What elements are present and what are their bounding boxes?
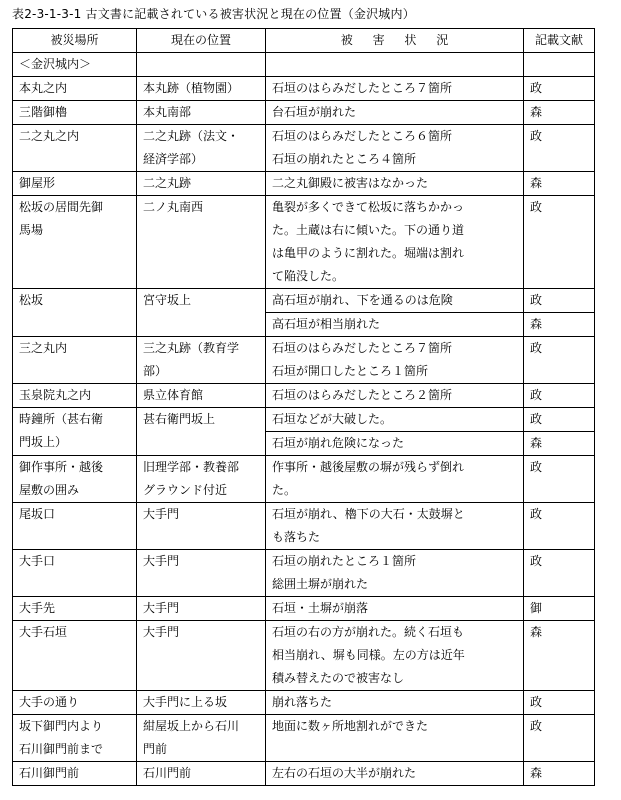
place-cell: 大手先 [13, 597, 137, 621]
place-cell: 御作事所・越後 屋敷の囲み [13, 456, 137, 503]
location-cell: 石川門前 [137, 762, 266, 786]
table-row [13, 550, 595, 597]
header-damage: 被 害 状 況 [266, 29, 524, 53]
damage-cell: 石垣のはらみだしたところ７箇所 石垣が開口したところ１箇所 [266, 337, 524, 384]
place-cell: 大手の通り [13, 691, 137, 715]
damage-cell: 石垣のはらみだしたところ２箇所 [266, 384, 524, 408]
table-row [13, 172, 595, 196]
source-cell: 御 [524, 597, 595, 621]
place-cell: 御屋形 [13, 172, 137, 196]
source-cell: 森 [524, 762, 595, 786]
place-cell: 石川御門前 [13, 762, 137, 786]
location-cell: 二之丸跡 [137, 172, 266, 196]
location-cell: 大手門 [137, 597, 266, 621]
empty-cell [266, 53, 524, 77]
damage-cell: 石垣のはらみだしたところ７箇所 [266, 77, 524, 101]
source-cell: 政 [524, 408, 595, 432]
location-cell: 紺屋坂上から石川 門前 [137, 715, 266, 762]
table-row [13, 101, 595, 125]
empty-cell [137, 53, 266, 77]
source-cell: 政 [524, 289, 595, 313]
damage-cell: 石垣が崩れ、櫓下の大石・太鼓塀と も落ちた [266, 503, 524, 550]
table-row [13, 289, 595, 313]
header-location: 現在の位置 [137, 29, 266, 53]
place-cell: 松坂の居間先御 馬場 [13, 196, 137, 289]
table-row [13, 77, 595, 101]
location-cell: 本丸跡（植物園） [137, 77, 266, 101]
table-row [13, 762, 595, 786]
table-body [13, 53, 595, 786]
damage-cell: 台石垣が崩れた [266, 101, 524, 125]
location-cell: 県立体育館 [137, 384, 266, 408]
damage-cell: 石垣が崩れ危険になった [266, 432, 524, 456]
table-row [13, 337, 595, 384]
table-row [13, 125, 595, 172]
location-cell: 大手門に上る坂 [137, 691, 266, 715]
location-cell: 三之丸跡（教育学 部） [137, 337, 266, 384]
damage-cell: 左右の石垣の大半が崩れた [266, 762, 524, 786]
damage-table [12, 28, 595, 786]
location-cell: 宮守坂上 [137, 289, 266, 337]
source-cell: 森 [524, 621, 595, 691]
source-cell: 政 [524, 337, 595, 384]
location-cell: 二ノ丸南西 [137, 196, 266, 289]
source-cell: 政 [524, 77, 595, 101]
location-cell: 大手門 [137, 503, 266, 550]
header-source: 記載文献 [524, 29, 595, 53]
source-cell: 政 [524, 456, 595, 503]
section-row [13, 53, 595, 77]
source-cell: 政 [524, 550, 595, 597]
place-cell: 三之丸内 [13, 337, 137, 384]
source-cell: 政 [524, 715, 595, 762]
damage-cell: 石垣の右の方が崩れた。続く石垣も 相当崩れ、塀も同様。左の方は近年 積み替えたので被害なし [266, 621, 524, 691]
source-cell: 政 [524, 503, 595, 550]
damage-cell: 崩れ落ちた [266, 691, 524, 715]
damage-cell: 石垣などが大破した。 [266, 408, 524, 432]
table-row [13, 691, 595, 715]
header-row [13, 29, 595, 53]
place-cell: 松坂 [13, 289, 137, 337]
table-row [13, 408, 595, 432]
source-cell: 森 [524, 172, 595, 196]
table-row [13, 597, 595, 621]
location-cell: 甚右衛門坂上 [137, 408, 266, 456]
place-cell: 坂下御門内より 石川御門前まで [13, 715, 137, 762]
place-cell: 時鐘所（甚右衛 門坂上） [13, 408, 137, 456]
place-cell: 尾坂口 [13, 503, 137, 550]
location-cell: 大手門 [137, 550, 266, 597]
place-cell: 本丸之内 [13, 77, 137, 101]
damage-cell: 石垣・土塀が崩落 [266, 597, 524, 621]
table-row [13, 456, 595, 503]
damage-cell: 亀裂が多くできて松坂に落ちかかっ た。土蔵は右に傾いた。下の通り道 は亀甲のように割れた。堀端は割れ て陥没した。 [266, 196, 524, 289]
place-cell: 玉泉院丸之内 [13, 384, 137, 408]
place-cell: 三階御櫓 [13, 101, 137, 125]
table-row [13, 384, 595, 408]
source-cell: 森 [524, 101, 595, 125]
source-cell: 政 [524, 384, 595, 408]
place-cell: 二之丸之内 [13, 125, 137, 172]
empty-cell [524, 53, 595, 77]
source-cell: 森 [524, 432, 595, 456]
location-cell: 本丸南部 [137, 101, 266, 125]
table-row [13, 196, 595, 289]
damage-cell: 高石垣が相当崩れた [266, 313, 524, 337]
source-cell: 政 [524, 125, 595, 172]
damage-cell: 地面に数ヶ所地割れができた [266, 715, 524, 762]
source-cell: 政 [524, 691, 595, 715]
table-row [13, 621, 595, 691]
location-cell: 二之丸跡（法文・ 経済学部） [137, 125, 266, 172]
location-cell: 大手門 [137, 621, 266, 691]
location-cell: 旧理学部・教養部 グラウンド付近 [137, 456, 266, 503]
damage-cell: 作事所・越後屋敷の塀が残らず倒れ た。 [266, 456, 524, 503]
section-label: ＜金沢城内＞ [13, 53, 137, 77]
damage-cell: 石垣のはらみだしたところ６箇所 石垣の崩れたところ４箇所 [266, 125, 524, 172]
place-cell: 大手口 [13, 550, 137, 597]
table-caption: 表2-3-1-3-1 古文書に記載されている被害状況と現在の位置（金沢城内） [12, 7, 415, 21]
damage-cell: 二之丸御殿に被害はなかった [266, 172, 524, 196]
table-row [13, 503, 595, 550]
place-cell: 大手石垣 [13, 621, 137, 691]
table-row [13, 715, 595, 762]
damage-cell: 高石垣が崩れ、下を通るのは危険 [266, 289, 524, 313]
source-cell: 森 [524, 313, 595, 337]
damage-cell: 石垣の崩れたところ１箇所 総囲土塀が崩れた [266, 550, 524, 597]
source-cell: 政 [524, 196, 595, 289]
header-place: 被災場所 [13, 29, 137, 53]
